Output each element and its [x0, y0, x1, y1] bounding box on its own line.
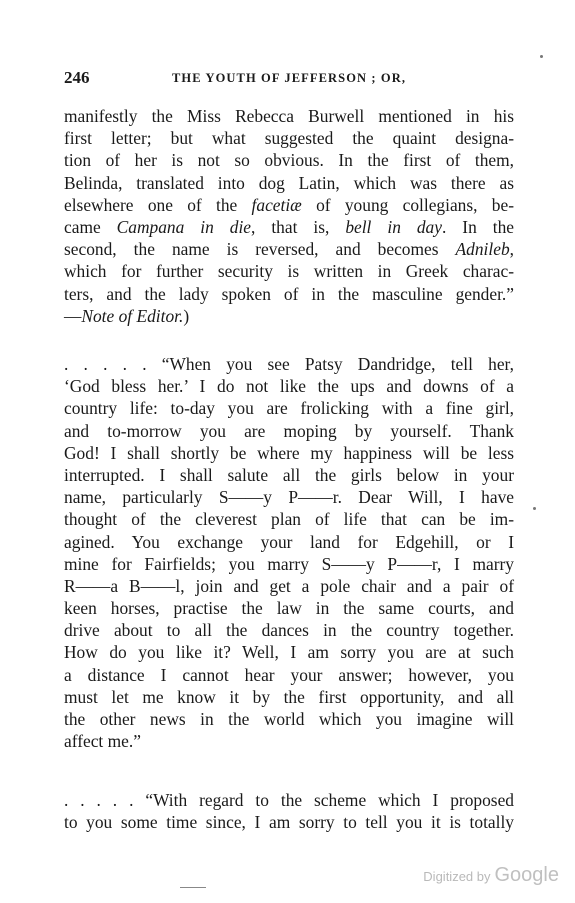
text-segment: which for further security is written in Greek charac- — [64, 261, 514, 282]
italic-text: Adnileb — [455, 239, 510, 260]
text-segment: to you some time since, I am sorry to tell you it is totally — [64, 812, 514, 833]
text-segment: . . . . . “With regard to the scheme which I proposed — [64, 790, 514, 810]
text-line — [64, 553, 514, 575]
text-segment: manifestly the Miss Rebecca Burwell mentioned in his — [64, 106, 514, 126]
text-line — [64, 575, 514, 597]
text-segment: mine for Fairfields; you marry S——y P——r, I marry — [64, 553, 514, 574]
text-segment: keen horses, practise the law in the same courts, and — [64, 598, 514, 619]
text-segment: . . . . . “When you see Patsy Dandridge, tell her, — [64, 354, 514, 374]
text-line — [64, 464, 514, 486]
text-line — [64, 531, 514, 553]
text-line — [64, 149, 514, 171]
running-head: THE YOUTH OF JEFFERSON ; OR, — [172, 71, 407, 85]
text-segment: R——a B——l, join and get a pole chair and a pair of — [64, 575, 514, 596]
text-segment: tion of her is not so obvious. In the first of them, — [64, 150, 514, 171]
text-line — [64, 194, 514, 216]
italic-text: bell in day — [345, 216, 442, 237]
margin-mark — [533, 507, 536, 510]
text-segment: must let me know it by the first opportunity, and all — [64, 686, 514, 707]
text-line — [64, 486, 514, 508]
text-line — [64, 619, 514, 641]
text-segment: country life: to-day you are frolicking with a fine girl, — [64, 398, 514, 419]
text-segment: drive about to all the dances in the country together. — [64, 620, 514, 641]
text-segment: How do you like it? Well, I am sorry you are at such — [64, 642, 514, 663]
italic-text: Note of Editor. — [81, 305, 184, 326]
text-segment: elsewhere one of the — [64, 194, 252, 215]
paragraph-letter-continuation — [64, 789, 514, 833]
text-segment: and to-morrow you are moping by yourself. Thank — [64, 420, 514, 441]
text-line — [64, 708, 514, 730]
text-line — [64, 420, 514, 442]
page-header — [64, 68, 514, 92]
text-segment: God! I shall shortly be where my happiness will be less — [64, 442, 514, 463]
text-line — [64, 353, 514, 375]
text-line — [64, 789, 514, 811]
text-line — [64, 811, 514, 833]
text-segment: a distance I cannot hear your answer; however, you — [64, 664, 514, 685]
text-line — [64, 686, 514, 708]
text-line — [64, 172, 514, 194]
text-segment: Belinda, translated into dog Latin, which was there as — [64, 172, 514, 193]
google-logo: Google — [494, 864, 559, 886]
text-segment: ters, and the lady spoken of in the masculine gender.” — [64, 283, 514, 304]
italic-text: facetiæ — [251, 194, 302, 215]
text-segment: ) — [183, 305, 190, 326]
text-line — [64, 375, 514, 397]
margin-mark — [540, 55, 543, 58]
text-line — [64, 508, 514, 530]
text-segment: , — [509, 239, 514, 260]
text-line — [64, 238, 514, 260]
text-segment: agined. You exchange your land for Edgehill, or I — [64, 531, 514, 552]
text-segment: affect me.” — [64, 731, 141, 752]
text-segment: interrupted. I shall salute all the girls below in your — [64, 464, 514, 485]
text-segment: the other news in the world which you imagine will — [64, 709, 514, 729]
text-segment: — — [64, 305, 82, 326]
text-line — [64, 641, 514, 663]
text-segment: first letter; but what suggested the quaint designa- — [64, 128, 514, 149]
text-segment: thought of the cleverest plan of life that can be im- — [64, 509, 514, 530]
watermark-prefix: Digitized by — [423, 869, 491, 884]
text-line — [64, 127, 514, 149]
text-segment: name, particularly S——y P——r. Dear Will, I have — [64, 487, 514, 508]
text-line — [64, 442, 514, 464]
page-number: 246 — [64, 68, 90, 87]
text-line — [64, 397, 514, 419]
text-line — [64, 283, 514, 305]
text-segment: came — [64, 216, 117, 237]
text-segment: ‘God bless her.’ I do not like the ups and downs of a — [64, 376, 514, 397]
italic-text: Campana in die — [116, 216, 252, 237]
text-segment: second, the name is reversed, and becomes — [64, 239, 456, 260]
text-segment: . In the — [441, 216, 514, 237]
text-line — [64, 664, 514, 686]
text-line — [64, 597, 514, 619]
paragraph-editor-note — [64, 105, 514, 327]
paragraph-letter-excerpt — [64, 353, 514, 752]
text-line — [64, 216, 514, 238]
footer-rule — [180, 887, 206, 888]
text-line — [64, 730, 514, 752]
text-line — [64, 105, 514, 127]
text-line — [64, 305, 514, 327]
text-line — [64, 260, 514, 282]
text-segment: , that is, — [251, 216, 346, 237]
digitized-watermark — [423, 864, 559, 887]
text-segment: of young collegians, be- — [301, 194, 514, 215]
